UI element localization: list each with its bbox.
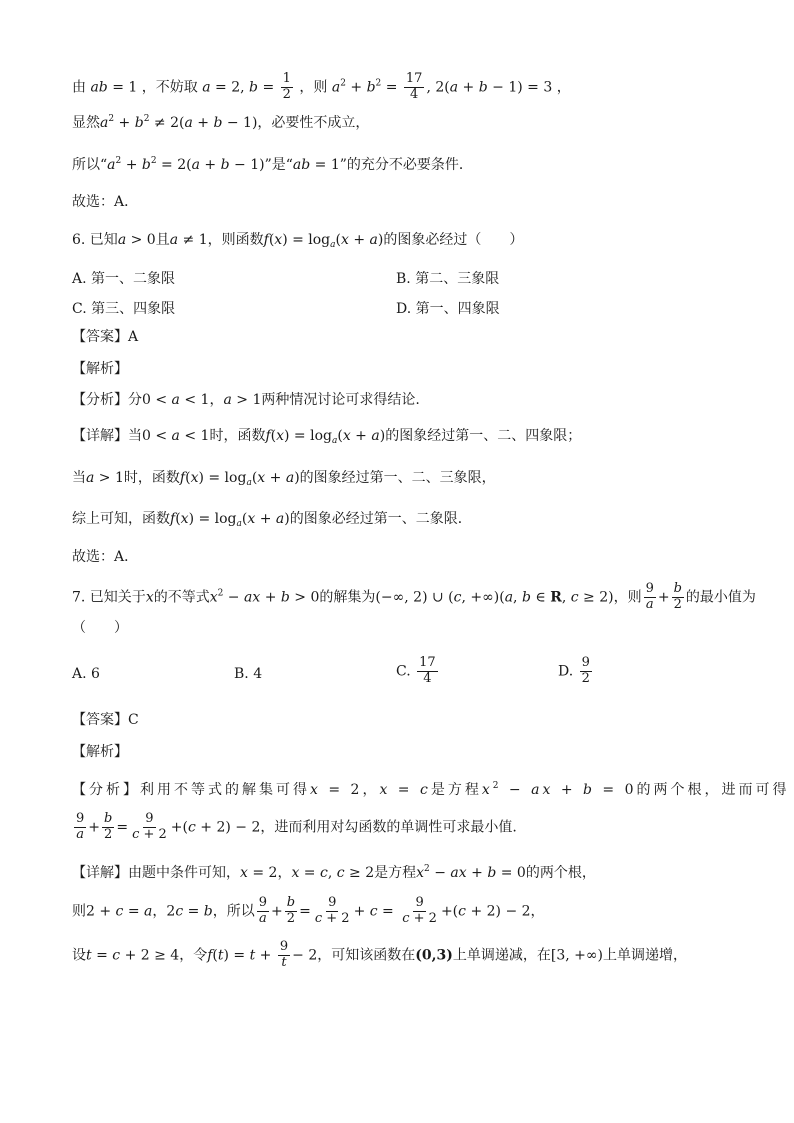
then-7: 则2 + c = a，2c = b，所以 $\frac{9}{a}$ + $\frac{b}{2}$ = $\frac{9}{c + 2}$ + c = $\frac{9}{c + 2}$ +(c + 2) − 2， xyxy=(72,895,545,926)
choose-6 xyxy=(72,549,734,566)
text: 的两个根，进而可得 xyxy=(636,782,790,798)
text: 的不等式 xyxy=(153,589,210,606)
text: ，可知该函数在 xyxy=(317,947,416,964)
fraction: $\frac{9}{c + 2}$ xyxy=(402,895,437,926)
text: ，所以 xyxy=(212,903,255,920)
solution-line-2: 显然$a^2 + b^2 \ne 2(a + b - 1)$，必要性不成立， xyxy=(72,114,370,131)
text: 设 xyxy=(72,947,86,964)
text: 的图象经过第一、二、四象限； xyxy=(385,428,582,444)
text: ， xyxy=(556,79,571,96)
text: 上单调递增， xyxy=(602,947,687,964)
text: 所以“ xyxy=(72,157,108,173)
text: 7. 已知关于 xyxy=(72,589,146,606)
fraction: $\frac{17}{4}$ xyxy=(419,655,436,686)
text: 故选：A． xyxy=(72,194,139,210)
text: D. 第一、四象限 xyxy=(396,301,500,317)
detail-7: 【详解】由题中条件可知，x = 2，x = c, c ≥ 2是方程$x^2$ − ax + b = 0的两个根， xyxy=(72,864,596,881)
text: D. xyxy=(558,663,574,680)
text: ，则 xyxy=(299,79,328,96)
text: 是方程 xyxy=(430,782,482,798)
text: 6. 已知 xyxy=(72,232,118,248)
fraction: $\frac{9}{c + 2}$ xyxy=(132,811,167,842)
fraction: $\frac{9}{a}$ xyxy=(76,811,85,842)
analysis-title-7 xyxy=(72,744,734,761)
text: 且 xyxy=(155,232,170,248)
solution-line-4 xyxy=(72,194,734,211)
text: C. 第三、四象限 xyxy=(72,301,176,317)
fraction: $\frac{b}{2}$ xyxy=(286,895,296,926)
text: 的最小值为 xyxy=(685,589,756,606)
fraction: $\frac{9}{a}$ xyxy=(258,895,268,926)
text: 的图象必经过第一、二象限． xyxy=(289,511,472,527)
text: 是方程 xyxy=(374,865,417,881)
question-7-paren xyxy=(72,620,734,637)
analysis-6: 【分析】分0 < a < 1，a > 1两种情况讨论可求得结论. xyxy=(72,392,420,408)
text: 两种情况讨论可求得结论. xyxy=(261,392,420,408)
analysis-7-line-1: 【分析】利用不等式的解集可得x = 2，x = c是方程$x^2$ − ax + b = 0的两个根，进而可得 xyxy=(72,781,790,798)
text: A. 6 xyxy=(72,666,100,682)
text: 【分析】分 xyxy=(72,392,142,408)
text: 时，函数 xyxy=(209,428,266,444)
text: 的图象必经过（ ） xyxy=(383,232,524,248)
option-7-b xyxy=(234,666,262,682)
text: 【详解】由题中条件可知， xyxy=(72,865,240,881)
solution-line-1: 由 ab = 1 ，不妨取 a = 2, b = $\frac{1}{2}$ ，则 $a^2 + b^2$ = $\frac{17}{4}$ , 2(a + b − 1) = 3 ， xyxy=(72,71,571,102)
interval-text: (0,3) xyxy=(415,947,453,964)
option-6-a xyxy=(72,268,175,288)
text: ， xyxy=(209,392,224,408)
fraction: $\frac{1}{2}$ xyxy=(282,71,291,102)
text: 上单调递减，在 xyxy=(452,947,551,964)
text: 显然 xyxy=(72,115,100,131)
fraction: $\frac{9}{2}$ xyxy=(581,655,590,686)
text: 【答案】A xyxy=(72,329,139,345)
text: A. 第一、二象限 xyxy=(72,271,176,287)
text: 当 xyxy=(72,470,86,486)
text: 的两个根， xyxy=(525,865,596,881)
text: ”的充分不必要条件． xyxy=(339,157,473,173)
text: ， xyxy=(362,782,380,798)
fraction: $\frac{9}{a}$ xyxy=(645,581,654,612)
text: B. 第二、三象限 xyxy=(396,271,500,287)
fraction: $\frac{b}{2}$ xyxy=(673,581,682,612)
option-7-c xyxy=(396,656,440,687)
option-7-a xyxy=(72,666,100,682)
text: 的解集为 xyxy=(319,589,376,606)
text: ，则函数 xyxy=(207,232,264,248)
text: ，必要性不成立， xyxy=(257,115,370,131)
text: C. xyxy=(396,663,411,680)
text: 则 xyxy=(72,903,86,920)
text: 【答案】C xyxy=(72,712,139,728)
text: 时，函数 xyxy=(123,470,180,486)
text: ， xyxy=(152,903,167,920)
set-7: 设t = c + 2 ≥ 4，令f(t) = t + $\frac{9}{t}$ − 2，可知该函数在(0,3)上单调递减，在[3, +∞)上单调递增， xyxy=(72,939,687,970)
question-7-stem: 7. 已知关于x的不等式$x^2$ − ax + b > 0的解集为(−∞, 2) ∪ (c, +∞)(a, b ∈ R, c ≥ 2)，则 $\frac{9}{a}$ + $\frac{b}{2}$ 的最小值为 xyxy=(72,581,756,612)
text: ， xyxy=(277,865,292,881)
text: ”是“ xyxy=(264,157,293,173)
detail-6: 【详解】当0 < a < 1时，函数$f(x) = \log_a(x + a)$的图象经过第一、二、四象限； xyxy=(72,428,582,446)
analysis-7-line-2: $\frac{9}{a}$ + $\frac{b}{2}$ = $\frac{9}{c + 2}$ +(c + 2) − 2，进而利用对勾函数的单调性可求最小值. xyxy=(76,811,517,842)
answer-7 xyxy=(72,712,734,729)
fraction: $\frac{b}{2}$ xyxy=(104,811,113,842)
text: 【分析】利用不等式的解集可得 xyxy=(72,782,310,798)
text: 【解析】 xyxy=(72,744,128,760)
question-6-stem: 6. 已知a > 0且a ≠ 1，则函数$f(x) = \log_a(x + a)$的图象必经过（ ） xyxy=(72,232,524,250)
option-6-b xyxy=(396,268,499,288)
text: 【解析】 xyxy=(72,361,128,377)
option-7-d xyxy=(558,656,594,687)
text: 综上可知，函数 xyxy=(72,511,170,527)
option-6-d xyxy=(396,298,500,318)
text: ，令 xyxy=(179,947,208,964)
solution-line-3: 所以“$a^2 + b^2 = 2(a + b - 1)$”是“ab = 1”的充分不必要条件． xyxy=(72,156,473,173)
option-6-c xyxy=(72,298,175,318)
fraction: $\frac{17}{4}$ xyxy=(405,71,423,102)
text: ，则 xyxy=(613,589,642,606)
text: 故选：A． xyxy=(72,549,139,565)
text: B. 4 xyxy=(234,666,263,682)
case2-6: 当a > 1时，函数$f(x) = \log_a(x + a)$的图象经过第一、二、三象限， xyxy=(72,470,496,488)
text: （ ） xyxy=(72,620,128,636)
analysis-title-6 xyxy=(72,361,734,378)
text: ， xyxy=(530,903,545,920)
text: 的图象经过第一、二、三象限， xyxy=(299,470,496,486)
answer-6 xyxy=(72,329,734,346)
text: 【详解】当 xyxy=(72,428,142,444)
fraction: $\frac{9}{t}$ xyxy=(279,939,289,970)
fraction: $\frac{9}{c + 2}$ xyxy=(314,895,350,926)
text: ，不妨取 xyxy=(141,79,198,96)
summary-6: 综上可知，函数$f(x) = \log_a(x + a)$的图象必经过第一、二象限． xyxy=(72,511,472,529)
text: 由 xyxy=(72,79,86,96)
text: ，进而利用对勾函数的单调性可求最小值. xyxy=(260,819,517,836)
